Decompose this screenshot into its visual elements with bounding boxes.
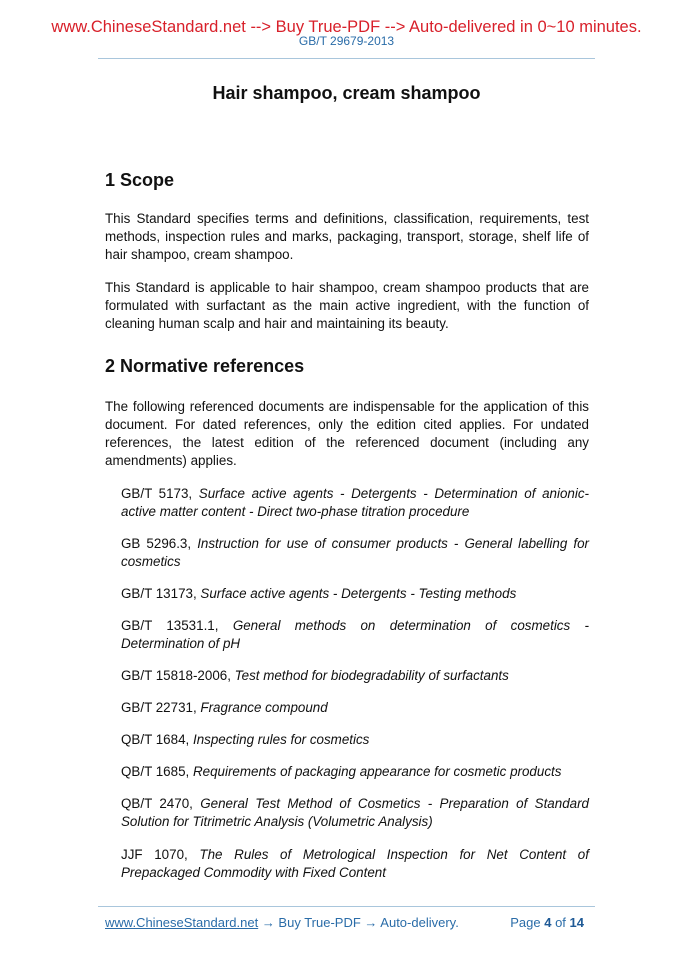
reference-item xyxy=(121,731,589,749)
footer-link[interactable]: www.ChineseStandard.net xyxy=(105,915,259,930)
reference-item xyxy=(121,699,589,717)
section-heading-normative-references: 2 Normative references xyxy=(105,356,305,376)
reference-item xyxy=(121,667,589,685)
page-total: 14 xyxy=(569,915,584,930)
reference-code: QB/T 1685, xyxy=(121,764,190,779)
footer-divider xyxy=(98,906,595,907)
reference-item xyxy=(121,763,589,781)
paragraph: This Standard is applicable to hair shampoo, cream shampoo products that are formulated with surfactant as the main active ingredient, with the function of cleaning human scalp and hair and maintaining its beauty. xyxy=(105,280,589,331)
paragraph: This Standard specifies terms and definitions, classification, requirements, test methods, inspection rules and marks, packaging, transport, storage, shelf life of hair shampoo, cream shampoo. xyxy=(105,211,589,262)
reference-title: Inspecting rules for cosmetics xyxy=(192,732,370,747)
reference-title: Test method for biodegradability of surfactants xyxy=(234,668,509,683)
header-divider xyxy=(98,58,595,59)
reference-code: GB/T 13173, xyxy=(121,586,197,601)
page-number: 4 xyxy=(544,915,552,930)
reference-title: The Rules of Metrological Inspection for Net Content of Prepackaged Commodity with Fixed Content xyxy=(121,847,589,880)
reference-code: JJF 1070, xyxy=(121,847,188,862)
reference-title: Surface active agents - Detergents - Determination of anionic-active matter content - Direct two-phase titration procedure xyxy=(121,486,589,519)
standard-number: GB/T 29679-2013 xyxy=(298,34,395,48)
reference-title: General methods on determination of cosmetics - Determination of pH xyxy=(121,618,589,651)
banner-link[interactable]: www.ChineseStandard.net --> Buy True-PDF --> Auto-delivered in 0~10 minutes. xyxy=(51,18,642,36)
page-indicator xyxy=(510,915,584,930)
footer xyxy=(105,915,584,930)
reference-code: QB/T 2470, xyxy=(121,796,193,811)
of-label: of xyxy=(555,915,566,930)
reference-title: Instruction for use of consumer products - General labelling for cosmetics xyxy=(121,536,590,569)
reference-code: GB/T 22731, xyxy=(121,700,197,715)
footer-text: → Buy True-PDF → Auto-delivery. xyxy=(258,915,459,930)
reference-title: General Test Method of Cosmetics - Preparation of Standard Solution for Titrimetric Analysis (Volumetric Analysis) xyxy=(121,796,589,829)
reference-item xyxy=(121,795,589,831)
reference-code: GB/T 5173, xyxy=(121,486,193,501)
reference-item xyxy=(121,485,589,521)
reference-code: GB/T 13531.1, xyxy=(121,618,219,633)
reference-code: GB 5296.3, xyxy=(121,536,192,551)
document-title: Hair shampoo, cream shampoo xyxy=(212,83,481,103)
reference-title: Fragrance compound xyxy=(200,700,328,715)
reference-code: GB/T 15818-2006, xyxy=(121,668,231,683)
section-heading-scope: 1 Scope xyxy=(105,170,175,190)
reference-code: QB/T 1684, xyxy=(121,732,190,747)
reference-item xyxy=(121,585,589,603)
reference-title: Surface active agents - Detergents - Testing methods xyxy=(200,586,517,601)
reference-item xyxy=(121,846,589,882)
reference-item xyxy=(121,535,589,571)
reference-item xyxy=(121,617,589,653)
page-label: Page xyxy=(510,915,541,930)
paragraph: The following referenced documents are indispensable for the application of this document. For dated references, only the edition cited applies. For undated references, the latest edition of the referenced document (including any amendments) applies. xyxy=(105,399,589,468)
reference-title: Requirements of packaging appearance for cosmetic products xyxy=(192,764,562,779)
